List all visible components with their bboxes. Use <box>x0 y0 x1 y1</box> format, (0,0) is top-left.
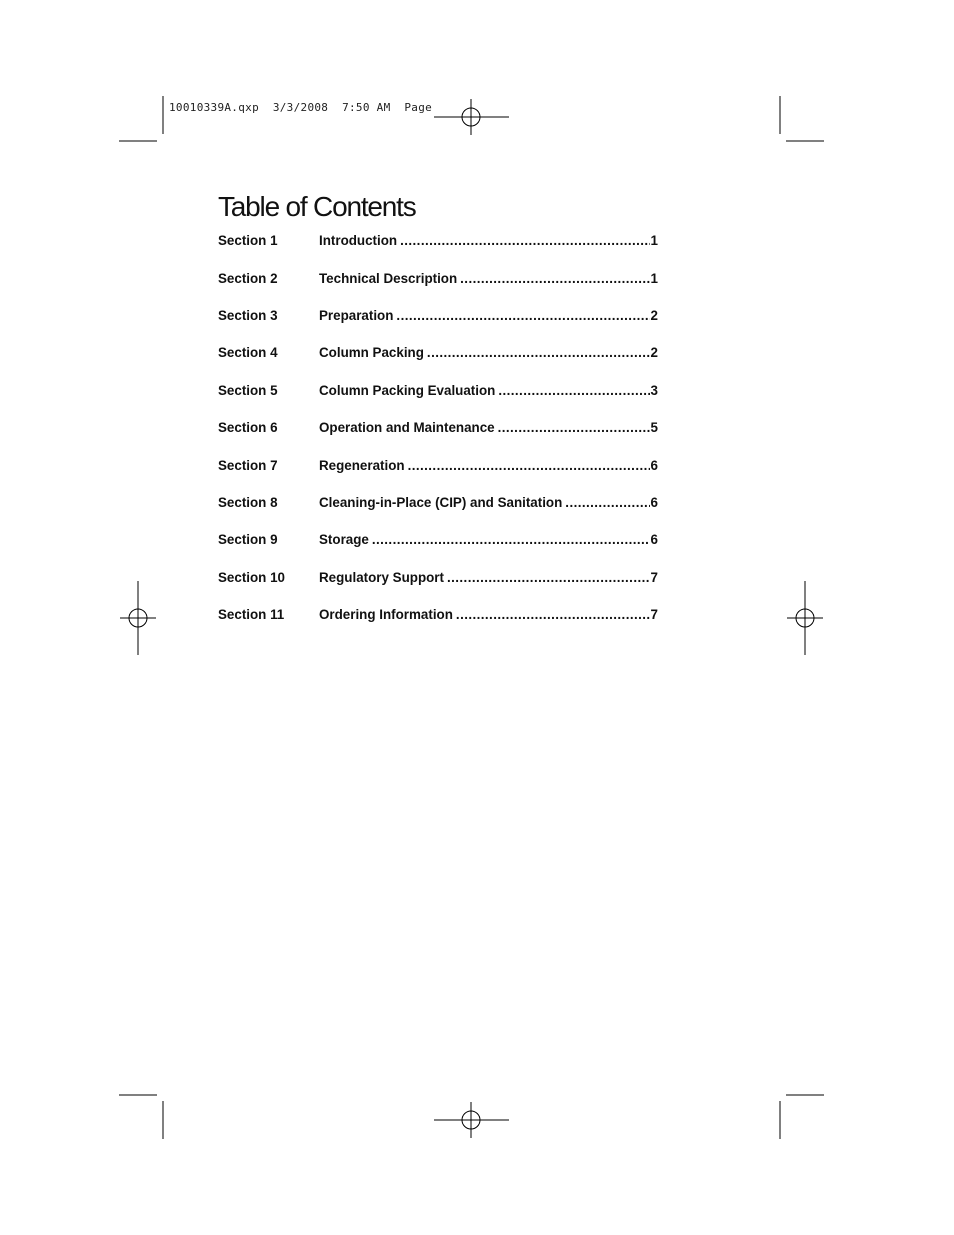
toc-entry <box>319 458 658 473</box>
toc-entry <box>319 271 658 286</box>
dot-leader <box>427 345 650 360</box>
toc-entry <box>319 570 658 585</box>
toc-entry <box>319 345 658 360</box>
toc-entry <box>319 308 658 323</box>
toc-entry-title: Column Packing Evaluation <box>319 383 496 398</box>
toc-entry-title: Regulatory Support <box>319 570 444 585</box>
toc-entry-title: Technical Description <box>319 271 458 286</box>
toc-entry-title: Introduction <box>319 233 398 248</box>
toc-row[interactable] <box>218 233 658 251</box>
dot-leader <box>396 308 649 323</box>
toc-row[interactable] <box>218 570 658 588</box>
toc-row[interactable] <box>218 383 658 401</box>
toc-page-number: 6 <box>650 458 658 473</box>
toc-page-number: 2 <box>650 308 658 323</box>
toc-row[interactable] <box>218 532 658 550</box>
toc-entry-title: Regeneration <box>319 458 405 473</box>
toc-entry-title: Column Packing <box>319 345 424 360</box>
toc-row[interactable] <box>218 458 658 476</box>
toc-entry <box>319 495 658 510</box>
toc-entry-title: Cleaning-in-Place (CIP) and Sanitation <box>319 495 563 510</box>
toc-entry-title: Operation and Maintenance <box>319 420 495 435</box>
toc-section-label: Section 4 <box>218 345 278 360</box>
toc-entry <box>319 607 658 622</box>
dot-leader <box>498 383 649 398</box>
toc-section-label: Section 7 <box>218 458 278 473</box>
toc-row[interactable] <box>218 271 658 289</box>
toc-entry <box>319 233 658 248</box>
dot-leader <box>498 420 650 435</box>
toc-section-label: Section 9 <box>218 532 278 547</box>
toc-row[interactable] <box>218 345 658 363</box>
toc-entry <box>319 532 658 547</box>
dot-leader <box>565 495 649 510</box>
toc-section-label: Section 1 <box>218 233 278 248</box>
registration-mark-top <box>434 99 509 135</box>
dot-leader <box>456 607 650 622</box>
toc-section-label: Section 11 <box>218 607 285 622</box>
toc-section-label: Section 6 <box>218 420 278 435</box>
toc-row[interactable] <box>218 420 658 438</box>
dot-leader <box>447 570 650 585</box>
toc-entry <box>319 420 658 435</box>
toc-entry-title: Ordering Information <box>319 607 453 622</box>
dot-leader <box>460 271 649 286</box>
toc-section-label: Section 2 <box>218 271 278 286</box>
toc-page-number: 2 <box>650 345 658 360</box>
toc-entry-title: Preparation <box>319 308 394 323</box>
toc-entry-title: Storage <box>319 532 369 547</box>
toc-page-number: 7 <box>650 607 658 622</box>
toc-section-label: Section 3 <box>218 308 278 323</box>
toc-entry <box>319 383 658 398</box>
print-slug: 10010339A.qxp 3/3/2008 7:50 AM Page <box>169 101 433 114</box>
toc-row[interactable] <box>218 495 658 513</box>
registration-mark-left <box>120 581 156 655</box>
toc-page-number: 1 <box>650 233 658 248</box>
toc-section-label: Section 8 <box>218 495 278 510</box>
dot-leader <box>400 233 649 248</box>
toc-section-label: Section 10 <box>218 570 285 585</box>
toc-page-number: 6 <box>650 495 658 510</box>
toc-page-number: 1 <box>650 271 658 286</box>
toc-page-number: 7 <box>650 570 658 585</box>
registration-mark-right <box>787 581 823 655</box>
toc-page-number: 5 <box>650 420 658 435</box>
dot-leader <box>372 532 650 547</box>
toc-row[interactable] <box>218 308 658 326</box>
registration-mark-bottom <box>434 1102 509 1138</box>
toc-page-number: 6 <box>650 532 658 547</box>
toc-page-number: 3 <box>650 383 658 398</box>
toc-row[interactable] <box>218 607 658 625</box>
toc-section-label: Section 5 <box>218 383 278 398</box>
page-title: Table of Contents <box>218 191 416 222</box>
dot-leader <box>408 458 650 473</box>
